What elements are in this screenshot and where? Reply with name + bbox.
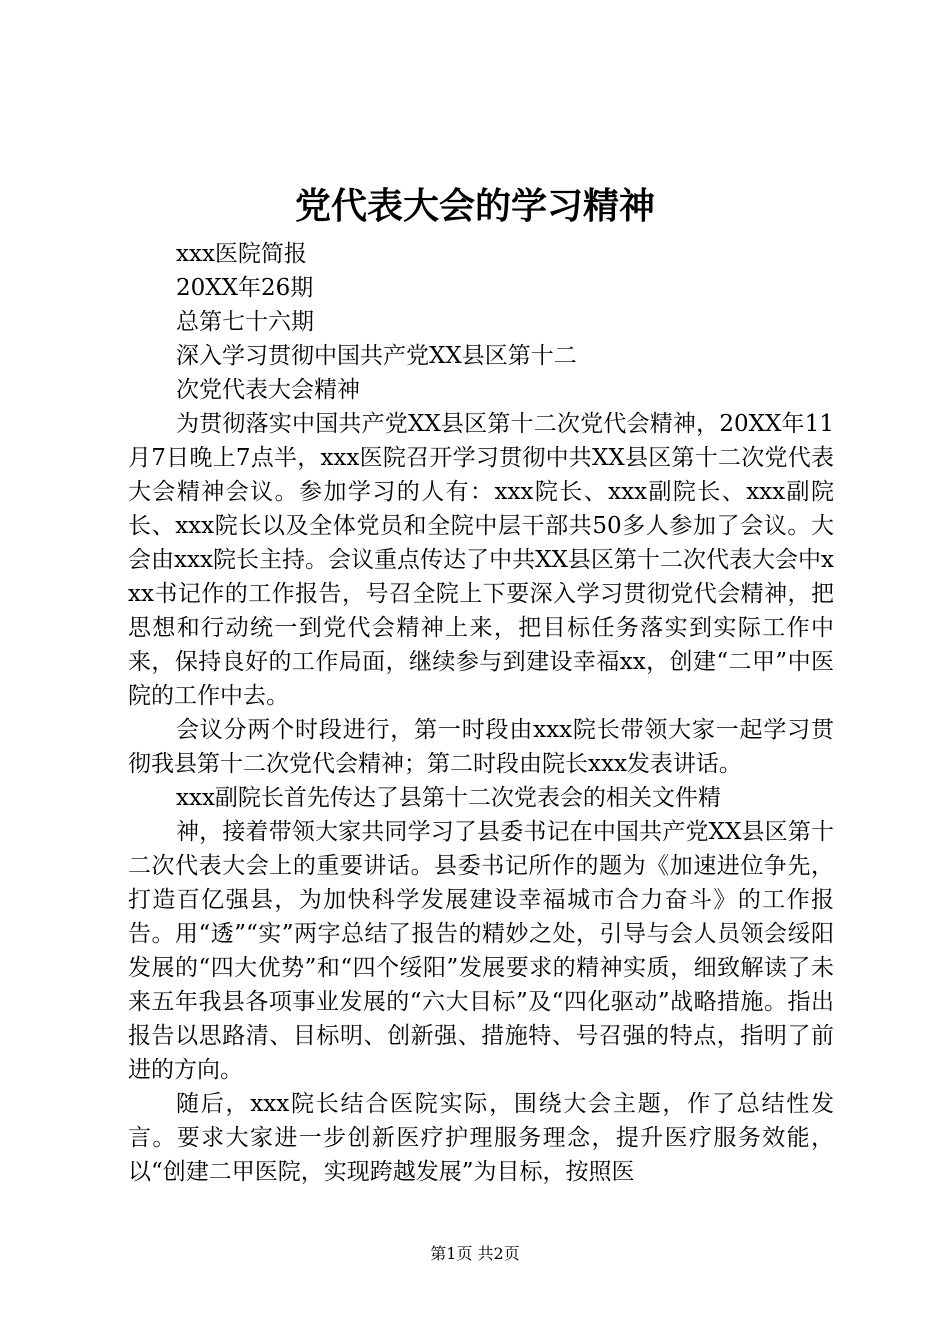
standalone-line: xxx副院长首先传达了县第十二次党表会的相关文件精 <box>176 785 721 811</box>
header-line: 深入学习贯彻中国共产党XX县区第十二 <box>176 343 577 369</box>
header-line: 次党代表大会精神 <box>176 377 360 403</box>
paragraph: 随后，xxx院长结合医院实际，围绕大会主题，作了总结性发言。要求大家进一步创新医疗护理服务理念，提升医疗服务效能，以“创建二甲医院，实现跨越发展”为目标，按照医 <box>128 1091 834 1185</box>
page-footer: 第1页 共2页 <box>430 1244 520 1263</box>
paragraph: 为贯彻落实中国共产党XX县区第十二次党代会精神，20XX年11月7日晚上7点半，xxx医院召开学习贯彻中共XX县区第十二次党代表大会精神会议。参加学习的人有：xxx院长、xxx副院长、xxx副院长、xxx院长以及全体党员和全院中层干部共50多人参加了会议。大会由xxx院长主持。会议重点传达了中共XX县区第十二次代表大会中xxx书记作的工作报告，号召全院上下要深入学习贯彻党代会精神，把思想和行动统一到党代会精神上来，把目标任务落实到实际工作中来，保持良好的工作局面，继续参与到建设幸福xx，创建“二甲”中医院的工作中去。 <box>128 411 834 709</box>
header-line: 总第七十六期 <box>176 309 314 335</box>
paragraph: 神，接着带领大家共同学习了县委书记在中国共产党XX县区第十二次代表大会上的重要讲话。县委书记所作的题为《加速进位争先，打造百亿强县，为加快科学发展建设幸福城市合力奋斗》的工作报告。用“透”“实”两字总结了报告的精妙之处，引导与会人员领会绥阳发展的“四大优势”和“四个绥阳”发展要求的精神实质，细致解读了未来五年我县各项事业发展的“六大目标”及“四化驱动”战略措施。指出报告以思路清、目标明、创新强、措施特、号召强的特点，指明了前进的方向。 <box>128 819 834 1083</box>
document-body <box>128 237 834 1189</box>
header-line: 20XX年26期 <box>176 275 314 301</box>
paragraph: 会议分两个时段进行，第一时段由xxx院长带领大家一起学习贯彻我县第十二次党代会精神；第二时段由院长xxx发表讲话。 <box>128 717 834 777</box>
document-title: 党代表大会的学习精神 <box>294 185 655 227</box>
header-line: xxx医院简报 <box>176 241 307 267</box>
